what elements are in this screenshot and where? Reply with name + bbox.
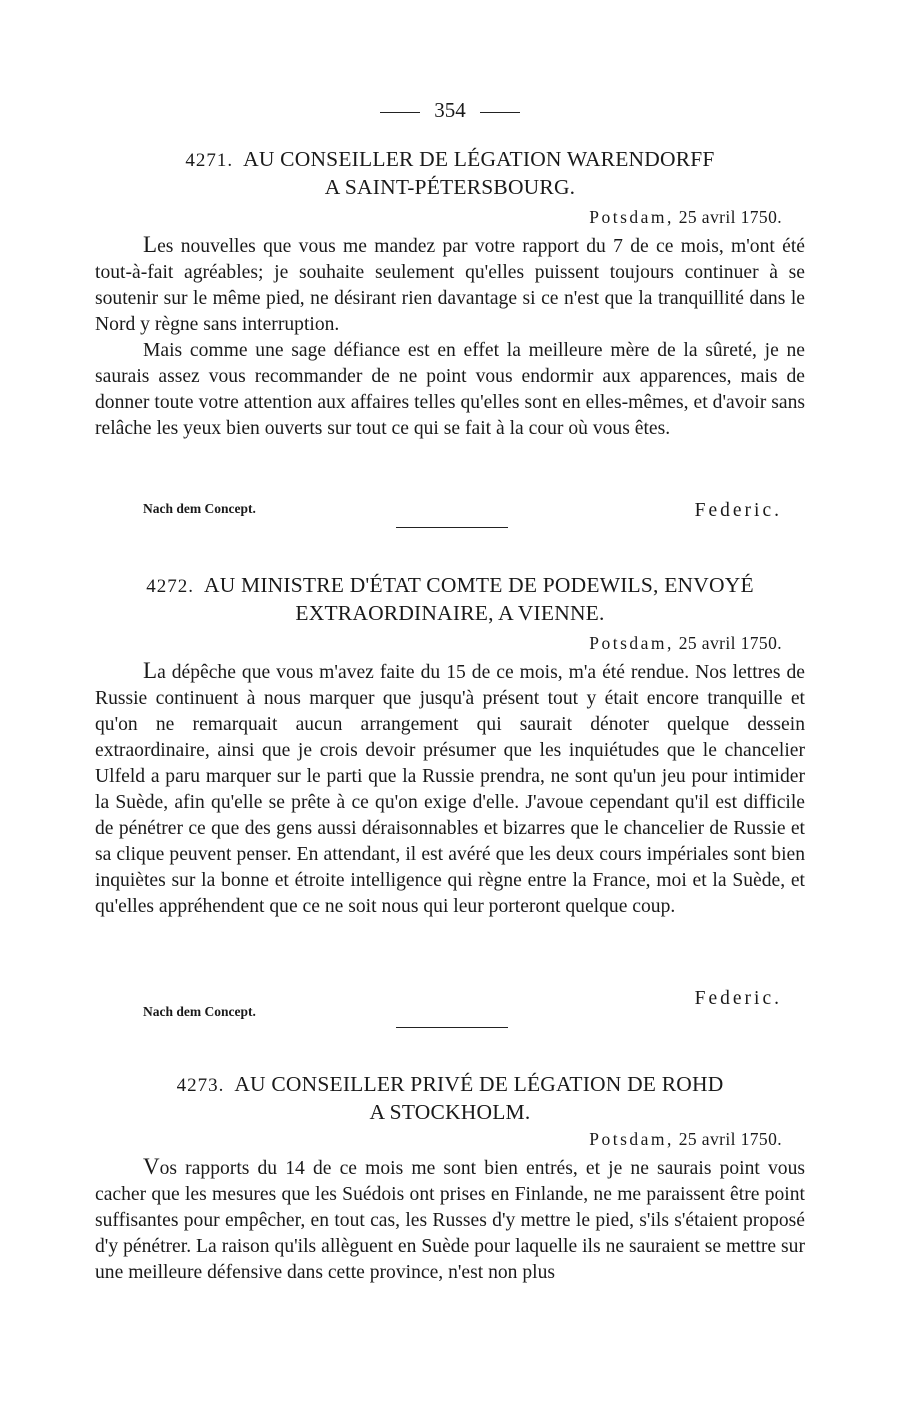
letter-body xyxy=(95,1154,805,1286)
heading-line: A SAINT-PÉTERSBOURG. xyxy=(324,175,576,199)
heading-line: EXTRAORDINAIRE, A VIENNE. xyxy=(295,601,605,625)
letter-date xyxy=(589,207,782,228)
heading-line: AU CONSEILLER PRIVÉ DE LÉGATION DE ROHD xyxy=(234,1072,724,1096)
letter-date xyxy=(589,633,782,654)
paragraph-text: es nouvelles que vous me mandez par votre rapport du 7 de ce mois, m'ont été tout-à-fait agréables; je souhaite seulement qu'elles puissent toujours continuer à se soutenir sur le même pied, ne désirant rien davantage si ce n'est que la tranquillité dans le Nord y règne sans interruption. xyxy=(95,236,805,335)
date-text: 25 avril 1750. xyxy=(678,207,782,227)
source-note: Nach dem Concept. xyxy=(143,1004,256,1019)
page-number xyxy=(0,98,900,123)
page-number-dash-right xyxy=(480,112,520,113)
letter-heading xyxy=(95,146,805,200)
letter-body xyxy=(95,232,805,442)
section-divider xyxy=(396,527,508,528)
page-number-text: 354 xyxy=(434,98,466,122)
letter-heading xyxy=(95,1071,805,1125)
letter-body xyxy=(95,658,805,920)
date-place: Potsdam, xyxy=(589,1129,674,1149)
letter-number: 4273. xyxy=(176,1075,225,1096)
paragraph-text: os rapports du 14 de ce mois me sont bien entrés, et je ne saurais point vous cacher que les mesures que les Suédois ont prises en Finlande, ne me paraissent être point suffisantes pour empêcher, en tout cas, les Russes d'y mettre le pied, s'ils s'étaient proposé d'y pénétrer. La raison qu'ils allèguent en Suède pour laquelle ils ne sauraient se mettre sur une meilleure défensive dans cette province, n'est non plus xyxy=(95,1158,805,1283)
date-text: 25 avril 1750. xyxy=(678,1129,782,1149)
heading-line: AU CONSEILLER DE LÉGATION WARENDORFF xyxy=(243,147,715,171)
initial-capital: L xyxy=(143,658,158,683)
signature: Federic. xyxy=(694,988,782,1009)
letter-date xyxy=(589,1129,782,1150)
letter-number: 4271. xyxy=(185,150,234,171)
paragraph xyxy=(95,658,805,920)
letter-heading xyxy=(95,572,805,626)
page-number-dash-left xyxy=(380,112,420,113)
paragraph-text: Mais comme une sage défiance est en effet la meilleure mère de la sûreté, je ne saurais assez vous recommander de ne point vous endormir aux apparences, mais de donner toute votre attention aux affaires telles qu'elles sont en elles-mêmes, et d'avoir sans relâche les yeux bien ouverts sur tout ce qui se fait à la cour où vous êtes. xyxy=(95,340,805,439)
signature: Federic. xyxy=(694,500,782,521)
paragraph-text: a dépêche que vous m'avez faite du 15 de ce mois, m'a été rendue. Nos lettres de Russie continuent à nous marquer que jusqu'à présent tout y était encore tranquille et qu'on ne remarquait aucun arrangement qui saurait dénoter quelque dessein extraordinaire, ainsi que je crois devoir présumer que les inquiétudes que le chancelier Ulfeld a paru marquer sur le parti que la Russie prendra, ne sont qu'un jeu pour intimider la Suède, afin qu'elle se prête à ce qu'on exige d'elle. J'avoue cependant qu'il est difficile de pénétrer ce que des gens aussi déraisonnables et bizarres que le chancelier de Russie et sa clique peuvent penser. En attendant, il est avéré que les deux cours impériales sont bien inquiètes sur la bonne et étroite intelligence qui règne entre la France, moi et la Suède, et qu'elles appréhendent que ce ne soit nous qui leur porteront quelque coup. xyxy=(95,662,805,917)
paragraph xyxy=(95,1154,805,1286)
source-note: Nach dem Concept. xyxy=(143,501,256,516)
date-place: Potsdam, xyxy=(589,207,674,227)
date-text: 25 avril 1750. xyxy=(678,633,782,653)
paragraph xyxy=(95,232,805,338)
date-place: Potsdam, xyxy=(589,633,674,653)
heading-line: AU MINISTRE D'ÉTAT COMTE DE PODEWILS, ENVOYÉ xyxy=(203,573,754,597)
letter-number: 4272. xyxy=(146,576,194,597)
heading-line: A STOCKHOLM. xyxy=(369,1100,531,1124)
section-divider xyxy=(396,1027,508,1028)
initial-capital: V xyxy=(143,1154,160,1179)
paragraph xyxy=(95,338,805,442)
initial-capital: L xyxy=(143,232,158,257)
